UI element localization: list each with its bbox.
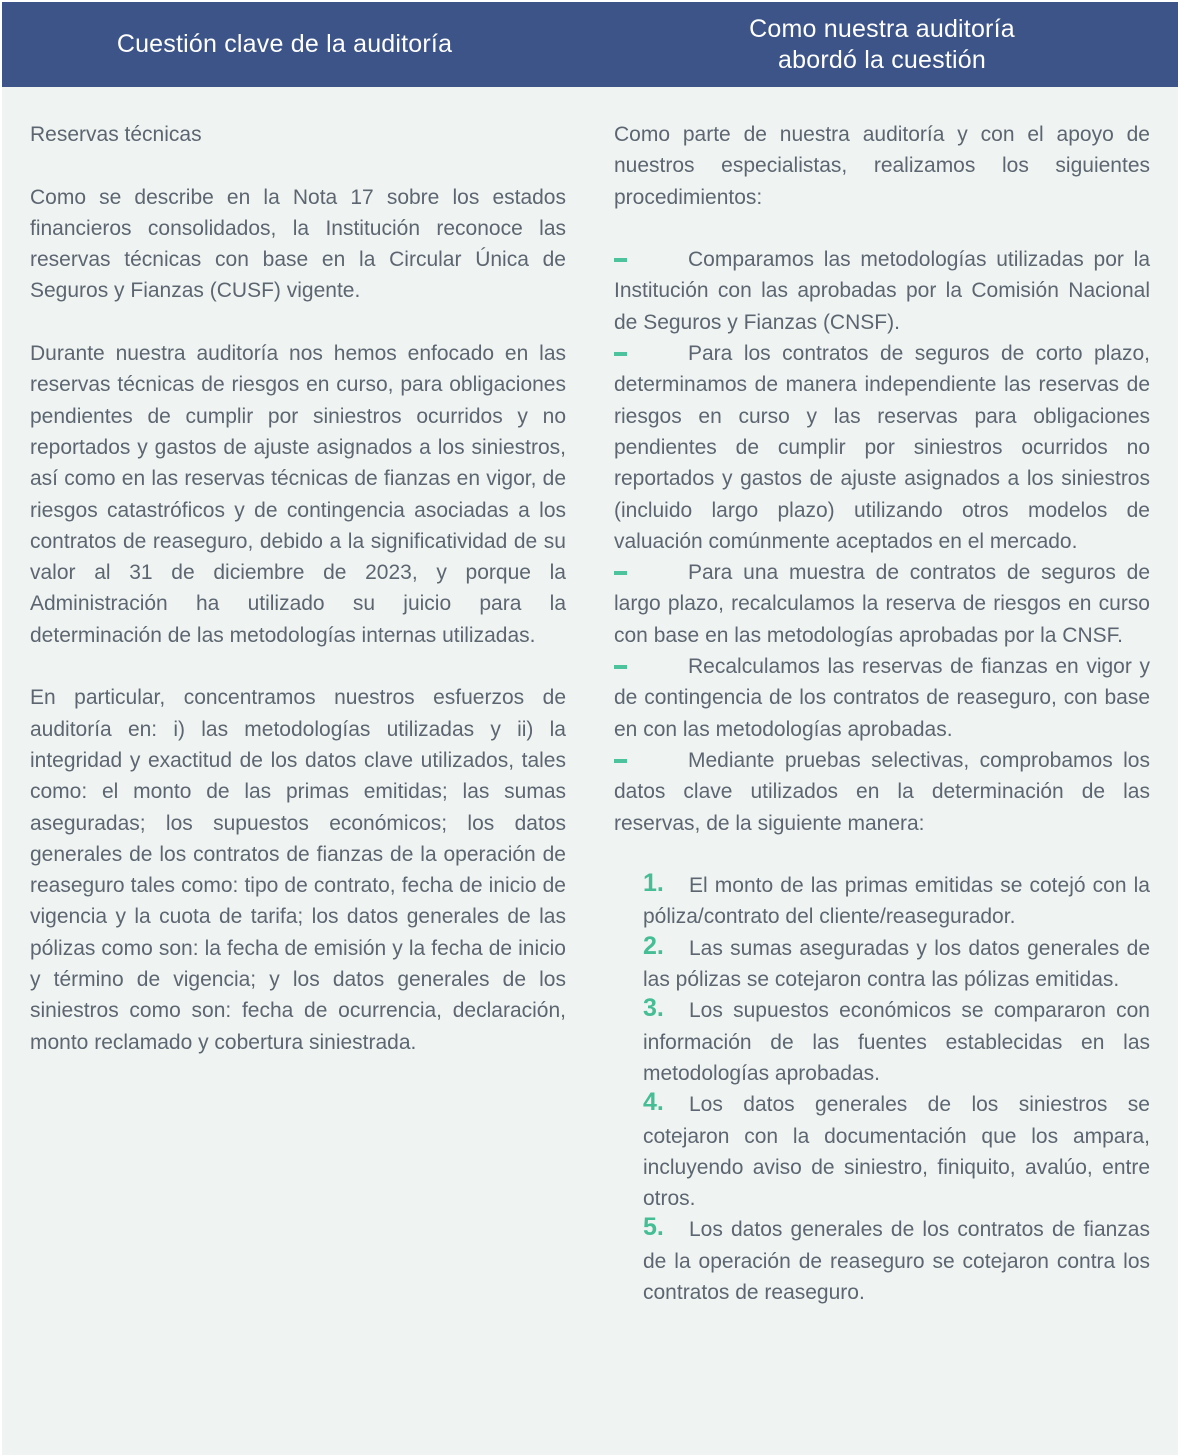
how-addressed-title: Como nuestra auditoría abordó la cuestión <box>749 14 1015 74</box>
bullet-text: Mediante pruebas selectivas, comprobamos los datos clave utilizados en la determinación de las reservas, de la siguiente manera: <box>614 748 1150 835</box>
dash-bullet-icon <box>614 759 627 763</box>
section-subtitle: Reservas técnicas <box>30 123 202 146</box>
bullet-item <box>614 651 1150 745</box>
numbered-item <box>643 1089 1150 1214</box>
bullet-text: Para los contratos de seguros de corto plazo, determinamos de manera independiente las reservas de riesgos en curso y las reservas para obligaciones pendientes de cumplir por siniestros ocurridos no reportados y gastos de ajuste asignados a los siniestros (incluido largo plazo) utilizando otros modelos de valuación comúnmente aceptados en el mercado. <box>614 342 1150 553</box>
item-number: 5. <box>643 1213 664 1242</box>
numbered-item <box>643 933 1150 996</box>
header-left-title <box>2 2 567 87</box>
key-matter-column <box>30 119 566 1058</box>
item-number: 3. <box>643 994 664 1023</box>
item-text: El monto de las primas emitidas se cotejó con la póliza/contrato del cliente/reasegurador. <box>643 874 1150 929</box>
paragraph-3: En particular, concentramos nuestros esfuerzos de auditoría en: i) las metodologías utilizadas y ii) la integridad y exactitud de los datos clave utilizados, tales como: el monto de las primas emitidas; las sumas aseguradas; los supuestos económicos; los datos generales de los contratos de fianzas de la operación de reaseguro tales como: tipo de contrato, fecha de inicio de vigencia y la cuota de tarifa; los datos generales de las pólizas como son: la fecha de emisión y la fecha de inicio y término de vigencia; y los datos generales de los siniestros como son: fecha de ocurrencia, declaración, monto reclamado y cobertura siniestrada. <box>30 686 566 1054</box>
paragraph-2: Durante nuestra auditoría nos hemos enfocado en las reservas técnicas de riesgos en curso, para obligaciones pendientes de cumplir por siniestros ocurridos y no reportados y gastos de ajuste asignados a los siniestros, así como en las reservas técnicas de fianzas en vigor, de riesgos catastróficos y de contingencia asociadas a los contratos de reaseguro, debido a la significatividad de su valor al 31 de diciembre de 2023, y porque la Administración ha utilizado su juicio para la determinación de las metodologías internas utilizadas. <box>30 342 566 647</box>
intro-paragraph: Como parte de nuestra auditoría y con el apoyo de nuestros especialistas, realizamos los siguientes procedimientos: <box>614 123 1150 209</box>
item-text: Los supuestos económicos se compararon con información de las fuentes establecidas en las metodologías aprobadas. <box>643 999 1150 1085</box>
header-right-title <box>577 2 1178 87</box>
bullet-text: Para una muestra de contratos de seguros de largo plazo, recalculamos la reserva de riesgos en curso con base en las metodologías aprobadas por la CNSF. <box>614 561 1150 647</box>
bullet-item <box>614 745 1150 839</box>
item-number: 4. <box>643 1088 664 1117</box>
table-header <box>2 2 1178 87</box>
audit-matter-table <box>2 2 1178 1455</box>
dash-bullet-icon <box>614 258 627 262</box>
bullet-item <box>614 244 1150 338</box>
dash-bullet-icon <box>614 665 627 669</box>
item-number: 1. <box>643 869 664 898</box>
item-text: Los datos generales de los siniestros se cotejaron con la documentación que los ampara, incluyendo aviso de siniestro, finiquito, avalúo, entre otros. <box>643 1093 1150 1211</box>
procedures-column <box>614 119 1150 1308</box>
item-text: Las sumas aseguradas y los datos generales de las pólizas se cotejaron contra las pólizas emitidas. <box>643 936 1150 992</box>
numbered-item <box>643 1214 1150 1308</box>
item-number: 2. <box>643 931 664 960</box>
paragraph-1: Como se describe en la Nota 17 sobre los estados financieros consolidados, la Institución reconoce las reservas técnicas con base en la Circular Única de Seguros y Fianzas (CUSF) vigente. <box>30 185 566 303</box>
numbered-item <box>643 870 1150 933</box>
key-matter-title: Cuestión clave de la auditoría <box>116 30 453 58</box>
bullet-text: Comparamos las metodologías utilizadas por la Institución con las aprobadas por la Comisión Nacional de Seguros y Fianzas (CNSF). <box>614 248 1150 334</box>
dash-bullet-icon <box>614 352 627 356</box>
item-text: Los datos generales de los contratos de fianzas de la operación de reaseguro se cotejaron contra los contratos de reaseguro. <box>643 1218 1150 1304</box>
numbered-item <box>643 995 1150 1089</box>
bullet-text: Recalculamos las reservas de fianzas en vigor y de contingencia de los contratos de reaseguro, con base en con las metodologías aprobadas. <box>614 655 1150 741</box>
dash-bullet-icon <box>614 571 627 575</box>
bullet-item <box>614 557 1150 651</box>
bullet-item <box>614 338 1150 557</box>
